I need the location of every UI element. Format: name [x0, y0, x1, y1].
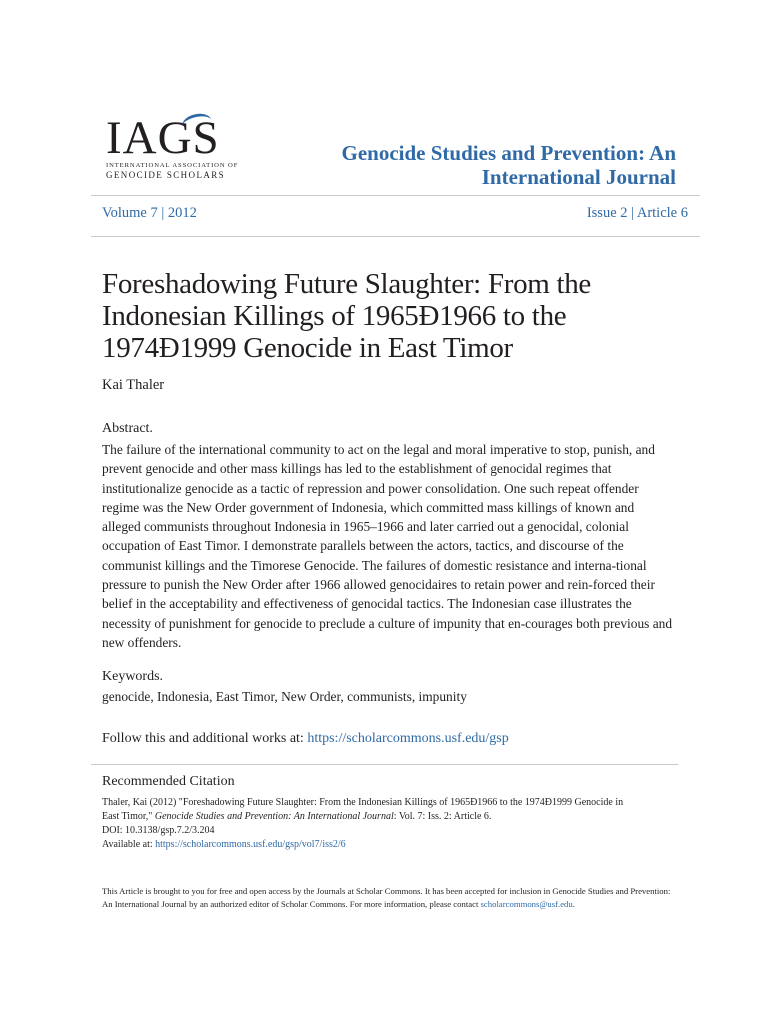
logo-text: IAGS [106, 112, 220, 164]
keywords-label: Keywords. [102, 669, 164, 684]
citation-line2-rest: : Vol. 7: Iss. 2: Article 6. [393, 811, 492, 822]
citation-doi: DOI: 10.3138/gsp.7.2/3.204 [102, 825, 215, 836]
logo-subtitle-line2: GENOCIDE SCHOLARS [106, 170, 226, 180]
citation-line2 [102, 810, 676, 824]
author-name: Kai Thaler [102, 377, 165, 393]
abstract-label: Abstract. [102, 421, 153, 436]
journal-title[interactable] [296, 141, 676, 189]
article-title-line1: Foreshadowing Future Slaughter: From the [102, 268, 592, 300]
citation-journal-italic: Genocide Studies and Prevention: An International Journal [154, 811, 394, 822]
journal-title-line1[interactable]: Genocide Studies and Prevention: An [341, 141, 676, 165]
citation-line1: Thaler, Kai (2012) "Foreshadowing Future Slaughter: From the Indonesian Killings of 1965Ð1966 to the 1974Ð1999 Genocide in [102, 797, 624, 808]
follow-line [102, 731, 509, 747]
divider-top [91, 195, 700, 196]
article-title [102, 268, 662, 364]
divider-volume [91, 236, 700, 237]
follow-text: Follow this and additional works at: [102, 731, 308, 746]
divider-citation [91, 764, 678, 765]
citation-block [102, 796, 676, 852]
keywords-text: genocide, Indonesia, East Timor, New Order, communists, impunity [102, 689, 467, 704]
follow-link[interactable]: https://scholarcommons.usf.edu/gsp [307, 731, 509, 746]
footer-email-link[interactable]: scholarcommons@usf.edu [480, 899, 573, 909]
footer-text: This Article is brought to you for free and open access by the Journals at Scholar Commons. It has been accepted for inclusion in Genocide Studies and Prevention: An International Journal by an authorized editor of Scholar Commons. For more information, please contact [102, 886, 671, 909]
journal-title-line2[interactable]: International Journal [481, 165, 676, 189]
logo-wordmark [106, 112, 228, 164]
citation-available [102, 838, 676, 852]
article-title-line2: Indonesian Killings of 1965Ð1966 to the [102, 300, 567, 332]
issue-link[interactable]: Issue 2 | Article 6 [586, 205, 688, 221]
volume-link[interactable]: Volume 7 | 2012 [102, 205, 197, 221]
abstract-text: The failure of the international community to act on the legal and moral imperative to stop, punish, and prevent genocide and other mass killings has led to the establishment of genocidal regimes that institutionalize genocide as a tactic of repression and power consolidation. One such repeat offender regime was the New Order government of Indonesia, which committed mass killings of known and alleged communists throughout Indonesia in 1965–1966 and later carried out a genocidal, colonial occupation of East Timor. I demonstrate parallels between the actors, tactics, and discourse of the communist killings and the Timorese Genocide. The failures of domestic resistance and interna-tional pressure to punish the New Order after 1966 allowed genocidaires to retain power and rein-forced their belief in the acceptability and effectiveness of genocidal tactics. The Indonesian case illustrates the necessity of punishment for genocide to preclude a culture of impunity that en-courages both previous and new offenders. [102, 442, 673, 650]
available-link[interactable]: https://scholarcommons.usf.edu/gsp/vol7/iss2/6 [155, 839, 346, 850]
footer-end: . [572, 899, 575, 909]
available-label: Available at: [102, 839, 156, 850]
citation-line2-plain: East Timor," [102, 811, 155, 822]
footer-notice [102, 885, 676, 911]
article-title-line3: 1974Ð1999 Genocide in East Timor [102, 332, 513, 364]
recommended-citation-label: Recommended Citation [102, 774, 235, 789]
iags-logo [106, 112, 239, 180]
logo-subtitle-line1: INTERNATIONAL ASSOCIATION OF [106, 162, 239, 169]
